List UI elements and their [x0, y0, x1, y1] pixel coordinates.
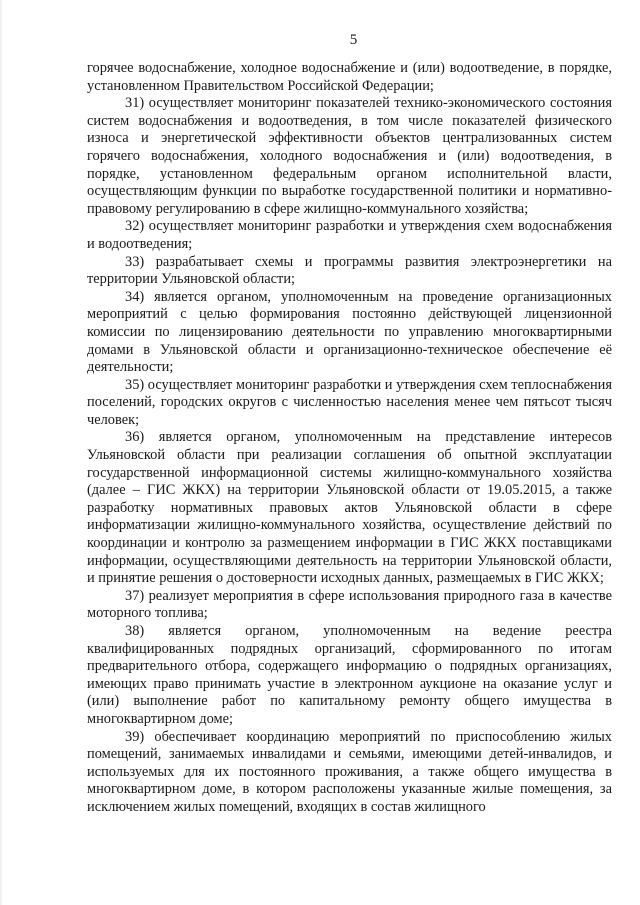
paragraph-continuation: горячее водоснабжение, холодное водоснабжение и (или) водоотведение, в порядке, установленном Правительством Российской Федерации;	[87, 60, 612, 94]
paragraph-item-36: 36) является органом, уполномоченным на представление интересов Ульяновской области при реализации соглашения об опытной эксплуатации государственной информационной системы жилищно-коммунального хозяйства (далее – ГИС ЖКХ) на территории Ульяновской области от 19.05.2015, а также разработку нормативных правовых актов Ульяновской области в сфере информатизации жилищно-коммунального хозяйства, осуществление действий по координации и контролю за размещением информации в ГИС ЖКХ поставщиками информации, осуществляющими деятельность на территории Ульяновской области, и принятие решения о достоверности исходных данных, размещаемых в ГИС ЖКХ;	[87, 429, 612, 587]
paragraph-item-31: 31) осуществляет мониторинг показателей технико-экономического состояния систем водоснабжения и водоотведения, в том числе показателей физического износа и энергетической эффективности объектов централизованных систем горячего водоснабжения, холодного водоснабжения и (или) водоотведения, в порядке, установленном федеральным органом исполнительной власти, осуществляющим функции по выработке государственной политики и нормативно-правовому регулированию в сфере жилищно-коммунального хозяйства;	[87, 95, 612, 217]
paragraph-item-33: 33) разрабатывает схемы и программы развития электроэнергетики на территории Ульяновской области;	[87, 253, 612, 288]
page-number: 5	[349, 32, 358, 48]
paragraph-item-32: 32) осуществляет мониторинг разработки и утверждения схем водоснабжения и водоотведения;	[87, 218, 612, 252]
paragraph-item-35: 35) осуществляет мониторинг разработки и утверждения схем теплоснабжения поселений, городских округов с численностью населения менее чем пятьсот тысяч человек;	[87, 376, 612, 428]
scan-edge	[0, 0, 2, 905]
paragraph-item-38: 38) является органом, уполномоченным на ведение реестра квалифицированных подрядных организаций, сформированного по итогам предварительного отбора, содержащего информацию о подрядных организациях, имеющих право принимать участие в электронном аукционе на оказание услуг и (или) выполнение работ по капитальному ремонту общего имущества в многоквартирном доме;	[87, 623, 612, 727]
paragraph-item-39: 39) обеспечивает координацию мероприятий по приспособлению жилых помещений, занимаемых инвалидами и семьями, имеющими детей-инвалидов, и используемых для их постоянного проживания, а также общего имущества в многоквартирном доме, в котором расположены указанные жилые помещения, за исключением жилых помещений, входящих в состав жилищного	[87, 728, 612, 815]
paragraph-item-34: 34) является органом, уполномоченным на проведение организационных мероприятий с целью формирования постоянно действующей лицензионной комиссии по лицензированию деятельности по управлению многоквартирными домами в Ульяновской области и организационно-техническое обеспечение её деятельности;	[87, 288, 612, 376]
paragraph-item-37: 37) реализует мероприятия в сфере использования природного газа в качестве моторного топлива;	[87, 587, 612, 622]
